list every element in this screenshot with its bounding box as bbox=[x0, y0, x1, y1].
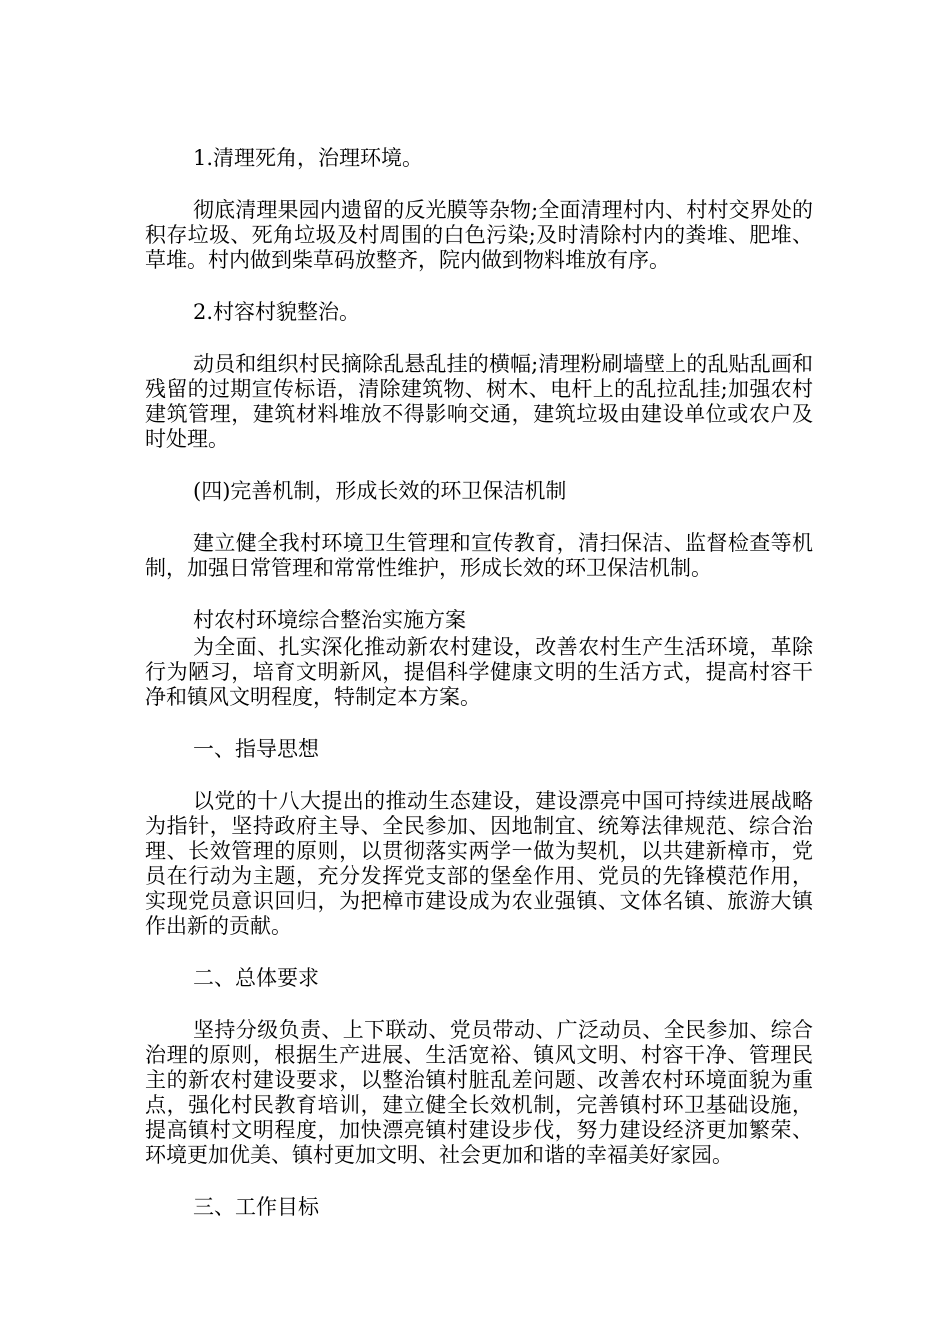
paragraph: 彻底清理果园内遗留的反光膜等杂物;全面清理村内、村村交界处的积存垃圾、死角垃圾及村周围的白色污染;及时清除村内的粪堆、肥堆、草堆。村内做到柴草码放整齐，院内做到物料堆放有序。 bbox=[145, 198, 813, 272]
paragraph-section-heading: 2.村容村貌整治。 bbox=[193, 300, 361, 324]
paragraph: 坚持分级负责、上下联动、党员带动、广泛动员、全民参加、综合治理的原则，根据生产进展、生活宽裕、镇风文明、村容干净、管理民主的新农村建设要求，以整治镇村脏乱差问题、改善农村环境面貌为重点，强化村民教育培训，建立健全长效机制，完善镇村环卫基础设施，提高镇村文明程度，加快漂亮镇村建设步伐，努力建设经济更加繁荣、环境更加优美、镇村更加文明、社会更加和谐的幸福美好家园。 bbox=[145, 1018, 813, 1167]
document-body bbox=[145, 146, 813, 1247]
paragraph: 为全面、扎实深化推动新农村建设，改善农村生产生活环境，革除行为陋习，培育文明新风，提倡科学健康文明的生活方式，提高村容干净和镇风文明程度，特制定本方案。 bbox=[145, 635, 813, 709]
paragraph: 动员和组织村民摘除乱悬乱挂的横幅;清理粉刷墙壁上的乱贴乱画和残留的过期宣传标语，清除建筑物、树木、电杆上的乱拉乱挂;加强农村建筑管理，建筑材料堆放不得影响交通，建筑垃圾由建设单位或农户及时处理。 bbox=[145, 352, 813, 451]
paragraph-section-heading: 三、工作目标 bbox=[193, 1195, 319, 1219]
paragraph: 建立健全我村环境卫生管理和宣传教育，清扫保洁、监督检查等机制，加强日常管理和常常性维护，形成长效的环卫保洁机制。 bbox=[145, 531, 813, 580]
paragraph-section-heading: 一、指导思想 bbox=[193, 737, 319, 761]
paragraph-section-heading: 1.清理死角，治理环境。 bbox=[193, 146, 424, 170]
document-title: 村农村环境综合整治实施方案 bbox=[193, 608, 466, 632]
paragraph: 以党的十八大提出的推动生态建设，建设漂亮中国可持续进展战略为指针，坚持政府主导、全民参加、因地制宜、统筹法律规范、综合治理、长效管理的原则，以贯彻落实两学一做为契机，以共建新樟市，党员在行动为主题，充分发挥党支部的堡垒作用、党员的先锋模范作用，实现党员意识回归，为把樟市建设成为农业强镇、文体名镇、旅游大镇作出新的贡献。 bbox=[145, 789, 813, 938]
paragraph-section-heading: (四)完善机制，形成长效的环卫保洁机制 bbox=[193, 479, 567, 503]
paragraph-section-heading: 二、总体要求 bbox=[193, 966, 319, 990]
